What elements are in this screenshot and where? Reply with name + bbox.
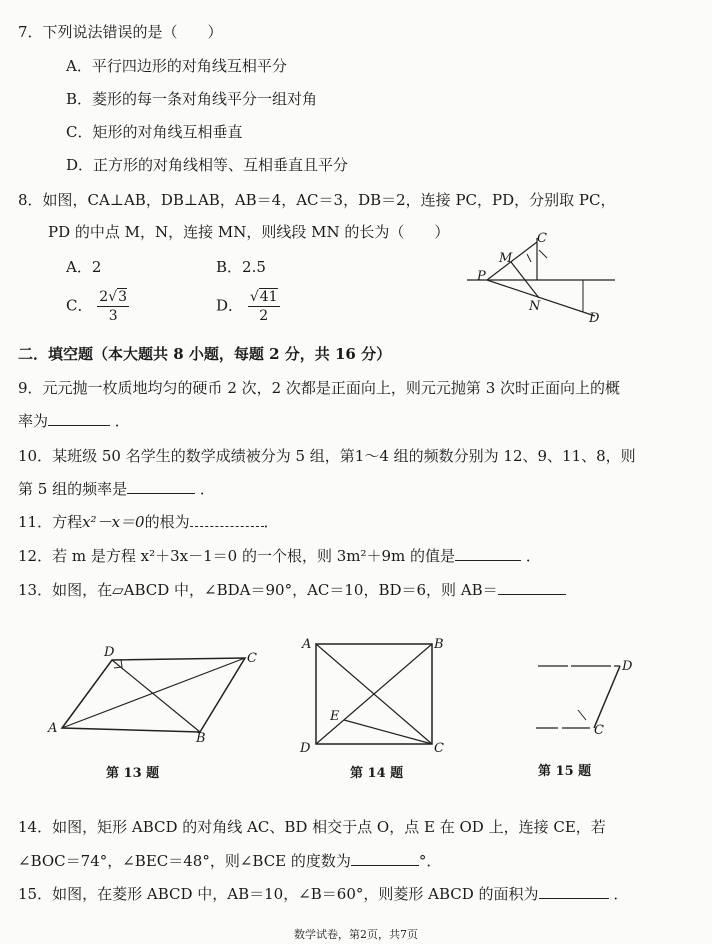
f13-diagonal-ac [62, 658, 245, 728]
f13-label-a: A [48, 721, 58, 736]
q8-label-n: N [529, 299, 541, 314]
f13-label-b: B [196, 731, 206, 746]
q15-line: 15．如图，在菱形 ABCD 中，AB＝10，∠B＝60°，则菱形 ABCD 的面积为 ． [18, 885, 629, 903]
q8-option-b: B．2.5 [216, 258, 266, 276]
q8-label-c: C [537, 231, 547, 246]
q9-blank[interactable] [48, 411, 110, 426]
q8-line1: 8．如图，CA⊥AB，DB⊥AB，AB＝4，AC＝3，DB＝2，连接 PC，PD，分别取 PC， [18, 191, 616, 209]
q13-line: 13．如图，在▱ABCD 中，∠BDA＝90°，AC＝10，BD＝6，则 AB＝ [18, 580, 566, 600]
q15-blank[interactable] [539, 884, 609, 899]
q7-option-d: D．正方形的对角线相等、互相垂直且平分 [66, 156, 349, 174]
q8-line2: PD 的中点 M，N，连接 MN，则线段 MN 的长为（ ） [48, 223, 450, 241]
q8-line-pd [487, 280, 595, 316]
figure-13-caption: 第 13 题 [106, 766, 160, 781]
q14-line1: 14．如图，矩形 ABCD 的对角线 AC、BD 相交于点 O，点 E 在 OD 上，连接 CE，若 [18, 818, 606, 836]
f13-label-d: D [104, 645, 115, 660]
figure-15 [530, 650, 650, 750]
q10-line1: 10．某班级 50 名学生的数学成绩被分为 5 组，第1～4 组的频数分别为 12、9、11、8，则 [18, 447, 636, 465]
q8-label-d: D [589, 311, 600, 326]
f14-label-e: E [330, 709, 340, 724]
q10-line2: 第 5 组的频率是 ． [18, 480, 215, 498]
q8-option-c [66, 288, 129, 325]
q7-option-c: C．矩形的对角线互相垂直 [66, 123, 243, 141]
q8-figure [465, 228, 625, 328]
q7-option-b: B．菱形的每一条对角线平分一组对角 [66, 90, 318, 108]
f15-label-c: C [594, 723, 604, 738]
q8-option-d-label: D． [216, 296, 244, 315]
q11-line: 11．方程x²－x＝0的根为 ． [18, 513, 279, 531]
q8-option-a: A．2 [66, 258, 102, 276]
f15-side-edge [594, 666, 620, 728]
q9-line1: 9．元元抛一枚质地均匀的硬币 2 次，2 次都是正面向上，则元元抛第 3 次时正面向上的概 [18, 379, 621, 397]
f13-label-c: C [247, 651, 257, 666]
q7-stem: 7．下列说法错误的是（ ） [18, 23, 223, 41]
q8-label-m: M [499, 251, 513, 266]
q12-blank[interactable] [455, 546, 521, 561]
q8-option-d [216, 288, 280, 325]
section2-title: 二．填空题（本大题共 8 小题，每题 2 分，共 16 分） [18, 345, 392, 363]
figure-14 [296, 632, 456, 760]
figure-13 [40, 640, 270, 750]
f14-label-a: A [302, 637, 312, 652]
q8-option-c-label: C． [66, 296, 93, 315]
figure-14-caption: 第 14 题 [350, 766, 404, 781]
q8-label-p: P [477, 269, 486, 284]
q14-line2: ∠BOC＝74°，∠BEC＝48°，则∠BCE 的度数为 °． [18, 852, 442, 870]
q7-option-a: A．平行四边形的对角线互相平分 [66, 57, 287, 75]
figure-15-caption: 第 15 题 [538, 764, 592, 779]
q10-blank[interactable] [127, 479, 195, 494]
f14-label-d: D [300, 741, 311, 756]
f15-label-d: D [622, 659, 633, 674]
f14-label-b: B [434, 637, 444, 652]
q13-blank[interactable] [498, 580, 566, 595]
f13-diagonal-bd [112, 660, 200, 732]
q8-option-d-fraction: $\frac{√41}{2}$ [249, 289, 278, 324]
q14-blank[interactable] [351, 851, 419, 866]
page-footer: 数学试卷，第2页，共7页 [294, 928, 418, 941]
q12-line: 12．若 m 是方程 x²＋3x－1＝0 的一个根，则 3m²＋9m 的值是 ． [18, 547, 541, 565]
q11-blank[interactable] [190, 512, 264, 527]
f14-label-c: C [434, 741, 444, 756]
q8-option-c-fraction: $\frac{2√3}{3}$ [99, 289, 128, 324]
q9-line2: 率为 ． [18, 412, 130, 430]
